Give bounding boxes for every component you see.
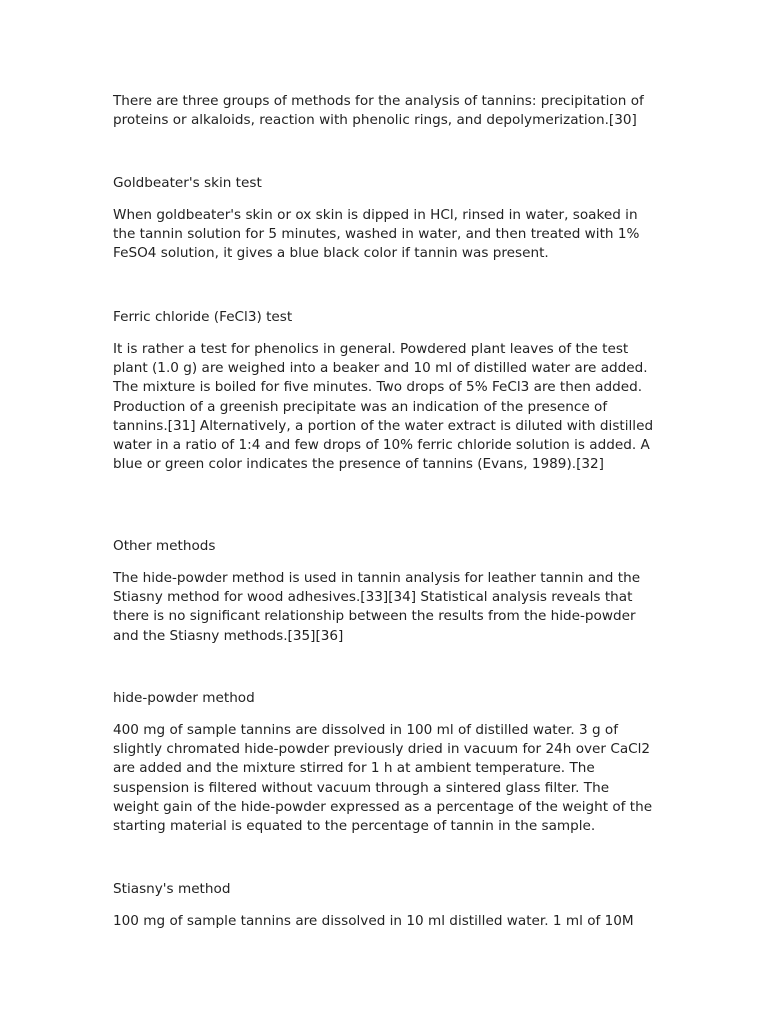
section-paragraph-hide-powder-method: 400 mg of sample tannins are dissolved in 100 ml of distilled water. 3 g of slightly chromated hide-powder previously dried in vacuum for 24h over CaCl2 are added and the mixture stirred for 1 h at ambient temperature. The suspension is filtered without vacuum through a sintered glass filter. The weight gain of the hide-powder expressed as a percentage of the weight of the starting material is equated to the percentage of tannin in the sample. — [113, 722, 653, 835]
section-heading-ferric-chloride-test: Ferric chloride (FeCl3) test — [113, 309, 293, 325]
section-paragraph-stiasnys-method: 100 mg of sample tannins are dissolved in 10 ml distilled water. 1 ml of 10M — [113, 913, 634, 929]
section-paragraph-ferric-chloride-test: It is rather a test for phenolics in general. Powdered plant leaves of the test plant (1.0 g) are weighed into a beaker and 10 ml of distilled water are added. The mixture is boiled for five minutes. Two drops of 5% FeCl3 are then added. Production of a greenish precipitate was an indication of the presence of tannins.[31] Alternatively, a portion of the water extract is diluted with distilled water in a ratio of 1:4 and few drops of 10% ferric chloride solution is added. A blue or green color indicates the presence of tannins (Evans, 1989).[32] — [113, 341, 654, 473]
section-heading-other-methods: Other methods — [113, 538, 216, 554]
section-paragraph-other-methods: The hide-powder method is used in tannin analysis for leather tannin and the Stiasny method for wood adhesives.[33][34] Statistical analysis reveals that there is no significant relationship between the results from the hide-powder and the Stiasny methods.[35][36] — [113, 570, 641, 644]
section-heading-goldbeaters-skin-test: Goldbeater's skin test — [113, 175, 262, 191]
intro-paragraph: There are three groups of methods for the analysis of tannins: precipitation of proteins or alkaloids, reaction with phenolic rings, and depolymerization.[30] — [113, 93, 644, 129]
section-paragraph-goldbeaters-skin-test: When goldbeater's skin or ox skin is dipped in HCl, rinsed in water, soaked in the tannin solution for 5 minutes, washed in water, and then treated with 1% FeSO4 solution, it gives a blue black color if tannin was present. — [113, 207, 640, 262]
section-heading-hide-powder-method: hide-powder method — [113, 690, 255, 706]
section-heading-stiasnys-method: Stiasny's method — [113, 881, 231, 897]
